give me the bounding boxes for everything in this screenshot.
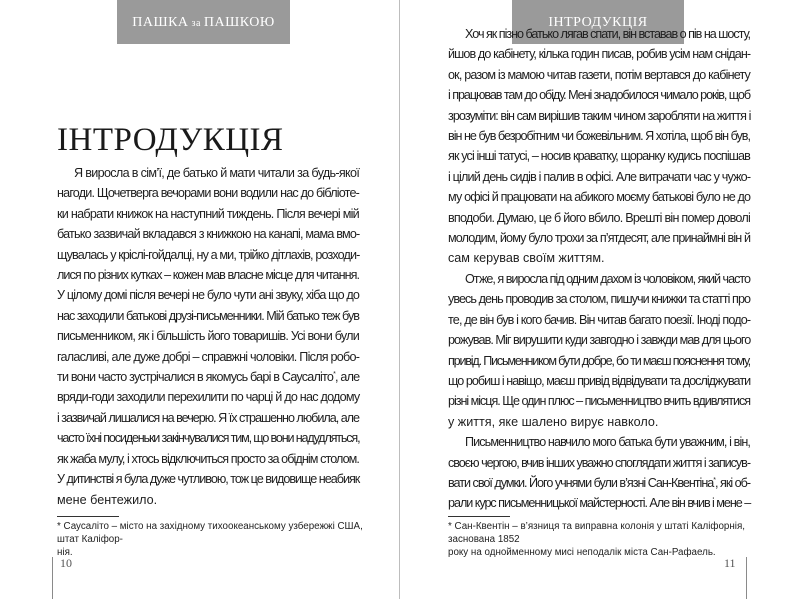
right-footnote	[448, 520, 760, 559]
body-line: рали курс письменницької майстерності. Але він вчив і мене –	[448, 496, 751, 511]
body-line: Хоч як пізно батько лягав спати, він вставав о пів на шосту,	[465, 27, 750, 41]
body-line: Письменництво навчило мого батька бути уважним, і він,	[465, 435, 750, 450]
body-line: різні місця. Ще один плюс – письменництво вчить вдивлятися	[448, 394, 750, 409]
left-body-text	[57, 163, 359, 510]
body-line: мене бентежило.	[57, 492, 158, 507]
body-line: вподоби. Думаю, це б його вбило. Врешті він помер доволі	[448, 210, 750, 225]
body-line: У цілому домі після вечері не було чути ані звуку, хіба що до	[57, 288, 360, 303]
body-line: зрозуміти: він сам вирішив таким чином заробляти на життя і	[448, 108, 751, 123]
right-page	[400, 0, 800, 599]
body-line: ти вони часто зустрічалися в якомусь барі в Саусаліто*, але	[57, 370, 360, 385]
body-line: Отже, я виросла під одним дахом із чоловіком, який часто	[465, 271, 751, 286]
body-line: йшов до кабінету, кілька годин писав, робив усім нам снідан-	[448, 47, 751, 62]
body-line: батько зазвичай вкладався з книжкою на канапі, мама вмо-	[57, 227, 360, 242]
body-line: вати свої думки. Його учнями були в’язні Сан-Квентіна*, які об-	[448, 475, 750, 490]
body-line: увесь день проводив за столом, пишучи книжки та статті про	[448, 292, 751, 307]
left-running-head	[117, 0, 290, 44]
body-line: щувалась у кріслі-гойдалці, ну а ми, трійко дітлахів, розходи-	[57, 247, 360, 262]
body-line: і працював там до обіду. Мені знадобилося чимало років, щоб	[448, 88, 750, 103]
right-page-number: 11	[724, 556, 736, 570]
body-line: те, де він був і кого бачив. Він читав багато поезії. Іноді подо-	[448, 312, 751, 327]
page-corner-rule	[746, 557, 747, 599]
body-line: му офісі й працювати на абикого моєму батькові було не до	[448, 190, 751, 205]
body-line: нагоди. Щочетверга вечорами вони водили нас до бібліоте-	[57, 186, 359, 201]
body-line: ок, разом із мамою читав газети, потім вертався до кабінету	[448, 67, 750, 82]
right-body-text	[448, 24, 750, 514]
running-head-part2: за	[191, 18, 201, 29]
body-line: письменником, як і більшість його товаришів. Усі вони були	[57, 329, 359, 344]
footnote-marker: *	[333, 370, 335, 378]
body-line: нас заходили батькові друзі-письменники. Мій батько теж був	[57, 308, 359, 323]
footnote-line: * Сан-Квентін – в’язниця та виправна колонія у штаті Каліфорнія, заснована 1852	[448, 521, 745, 545]
body-line: У дитинстві я була дуже чутливою, тож це видовище неабияк	[57, 472, 360, 487]
footnote-line: * Саусаліто – місто на західному тихоокеанському узбережжі США, штат Каліфор-	[57, 521, 363, 545]
footnote-line: нія.	[57, 547, 73, 558]
body-line: галасливі, але дуже добрі – справжні чоловіки. Після робо-	[57, 349, 360, 364]
chapter-title: ІНТРОДУКЦІЯ	[57, 122, 284, 158]
right-running-head: ІНТРОДУКЦІЯ	[512, 0, 684, 44]
body-line: молодим, йому було трохи за п’ятдесят, але принаймні він й	[448, 231, 751, 246]
body-line: вряди-годи заходили перехилити по чарці й до нас додому	[57, 390, 360, 405]
body-line: і цілий день сидів і палив в офісі. Але витрачати час у чужо-	[448, 169, 751, 184]
body-line: і зазвичай лишалися на вечерю. Я їх страшенно любила, але	[57, 410, 359, 425]
footnote-rule	[448, 516, 510, 517]
body-line: привід. Письменником бути добре, бо ти маєш пояснення тому,	[448, 353, 750, 368]
body-line: як усі інші татусі, – носив краватку, щоранку кудись поспішав	[448, 149, 750, 164]
body-line: як жаба мулу, і хтось відключиться просто за обіднім столом.	[57, 451, 359, 466]
footnote-rule	[57, 516, 119, 517]
body-line: часто їхні посиденьки закінчувалися тим, що вони надудляться,	[57, 431, 360, 446]
body-line: він не був безробітним чи божевільним. Я хотіла, щоб він був,	[448, 129, 750, 144]
left-page-number: 10	[60, 556, 72, 570]
footnote-line: року на однойменному мисі неподалік міста Сан-Рафаель.	[448, 547, 716, 558]
body-line: своєю чергою, вчив інших уважно споглядати життя і записув-	[448, 455, 750, 470]
page-corner-rule	[52, 557, 53, 599]
body-line: Я виросла в сім’ї, де батько й мати читали за будь-якої	[74, 166, 360, 180]
body-line: у життя, яке шалено вирує навколо.	[448, 414, 659, 429]
body-line: ки набрати книжок на наступний тиждень. Після вечері мій	[57, 206, 359, 221]
body-line: рожував. Міг вирушити куди завгодно і завжди мав для цього	[448, 333, 751, 348]
footnote-marker: *	[713, 476, 715, 484]
body-line: сам керував своїм життям.	[448, 251, 605, 266]
body-line: лися по різних кутках – кожен мав власне місце для читання.	[57, 268, 360, 283]
running-head-part3: ПАШКОЮ	[203, 15, 275, 30]
left-footnote	[57, 520, 367, 559]
body-line: що робиш і навіщо, маєш привід відвідувати та досліджувати	[448, 373, 751, 388]
running-head-part1: ПАШКА	[132, 15, 189, 30]
